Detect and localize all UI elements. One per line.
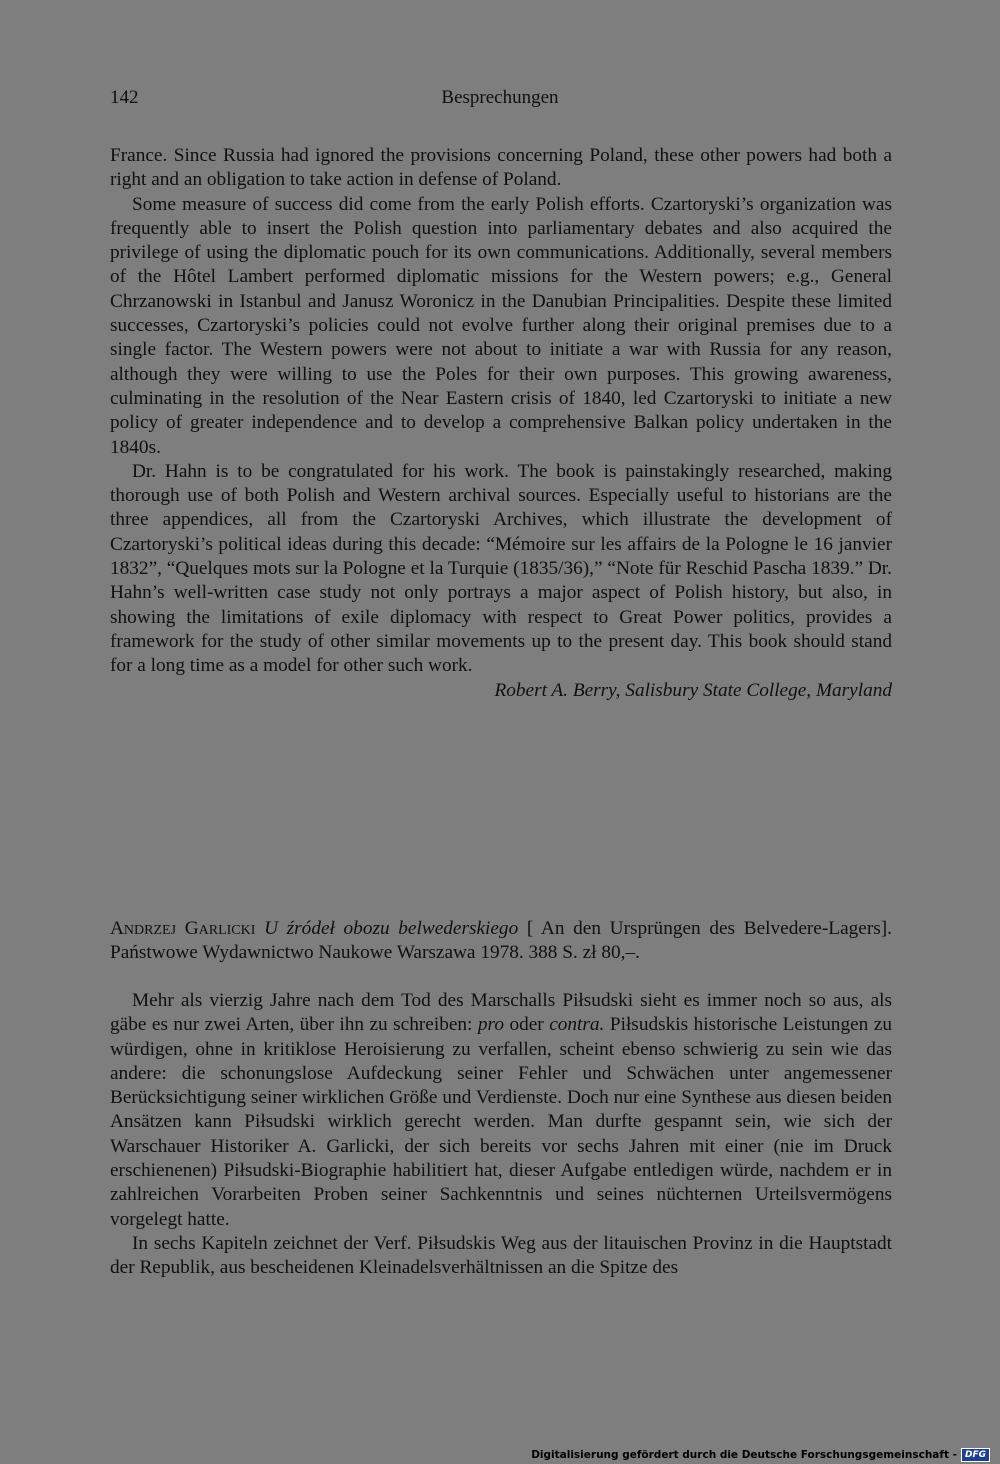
review-2-body xyxy=(110,989,892,1281)
review2-title: U źródeł obozu belwederskiego xyxy=(264,918,519,939)
review2-paragraph: In sechs Kapiteln zeichnet der Verf. Piłsudskis Weg aus der litauischen Provinz in die Hauptstadt der Republik, aus bescheidenen Kleinadelsverhältnissen an die Spitze des xyxy=(110,1232,892,1279)
review2-p1-start: Mehr als vierzig Jahre nach dem Tod des Marschalls Piłsudski sieht es immer noch so aus, als gäbe es nur zwei Arten, über ihn zu schreiben: xyxy=(110,990,892,1036)
review1-paragraph: France. Since Russia had ignored the provisions concerning Poland, these other powers had both a right and an obligation to take action in defense of Poland. xyxy=(110,145,892,191)
review1-signature: Robert A. Berry, Salisbury State College, Maryland xyxy=(494,679,892,701)
review2-bibliography: [ An den Ursprüngen des Belvedere-Lagers]. Państwowe Wydawnictwo Naukowe Warszawa 1978. 388 S. zł 80,–. xyxy=(110,918,892,964)
review2-author: Andrzej Garlicki xyxy=(110,918,256,939)
review2-citation xyxy=(110,917,892,966)
review2-p1-pro: pro xyxy=(477,1014,504,1036)
review2-p1-end: Piłsudskis historische Leistungen zu würdigen, ohne in kritiklose Heroisierung zu verfallen, scheint ebenso schwierig zu sein wie das andere: die schonungslose Aufdeckung seiner Fehler und Schwächen unter angemessener Berücksichtigung seiner wirklichen Größe und Verdienste. Doch nur eine Synthese aus diesen beiden Ansätzen kann Piłsudski wirklich gerecht werden. Man durfte gespannt sein, wie sich der Warschauer Historiker A. Garlicki, der sich bereits vor sechs Jahren mit einer (nie im Druck erschienenen) Piłsudski-Biographie habilitiert hat, dieser Aufgabe entledigen würde, nachdem er in zahlreichen Vorarbeiten Proben seiner Sachkenntnis und seines nüchternen Urteilsvermögens vorgelegt hatte. xyxy=(110,1014,892,1230)
footer-text: Digitalisierung gefördert durch die Deutsche Forschungsgemeinschaft - xyxy=(531,1449,957,1461)
review1-paragraph: Dr. Hahn is to be congratulated for his work. The book is painstakingly researched, making thorough use of both Polish and Western archival sources. Especially useful to historians are the three appendices, all from the Czartoryski Archives, which illustrate the development of Czartoryski’s political ideas during this decade: “Mémoire sur les affairs de la Pologne le 16 janvier 1832”, “Quelques mots sur la Pologne et la Turquie (1835/36),” “Note für Reschid Pascha 1839.” Dr. Hahn’s well-written case study not only portrays a major aspect of Polish history, but also, in showing the limitations of exile diplomacy with respect to Great Power politics, provides a framework for the study of other similar movements up to the present day. This book should stand for a long time as a model for other such work. xyxy=(110,460,892,677)
review1-paragraph: Some measure of success did come from the early Polish efforts. Czartoryski’s organization was frequently able to insert the Polish question into parliamentary debates and also acquired the privilege of using the diplomatic pouch for its own communications. Additionally, several members of the Hôtel Lambert performed diplomatic missions for the Western powers; e.g., General Chrzanowski in Istanbul and Janusz Woronicz in the Danubian Principalities. Despite these limited successes, Czartoryski’s policies could not evolve further along their original premises due to a single factor. The Western powers were not about to initiate a war with Russia for any reason, although they were willing to use the Poles for their own purposes. This growing awareness, culminating in the resolution of the Near Eastern crisis of 1840, led Czartoryski to initiate a new policy of greater independence and to develop a comprehensive Balkan policy undertaken in the 1840s. xyxy=(110,193,892,458)
running-head: Besprechungen xyxy=(441,87,559,108)
review2-p1-oder: oder xyxy=(509,1014,544,1036)
review-2-heading xyxy=(110,917,892,966)
dfg-logo: DFG xyxy=(961,1448,990,1462)
review-1 xyxy=(110,144,892,703)
digitization-footer xyxy=(531,1448,990,1462)
review2-p1-contra: contra. xyxy=(549,1014,605,1036)
page-number: 142 xyxy=(110,87,139,108)
review2-paragraph xyxy=(110,989,892,1232)
